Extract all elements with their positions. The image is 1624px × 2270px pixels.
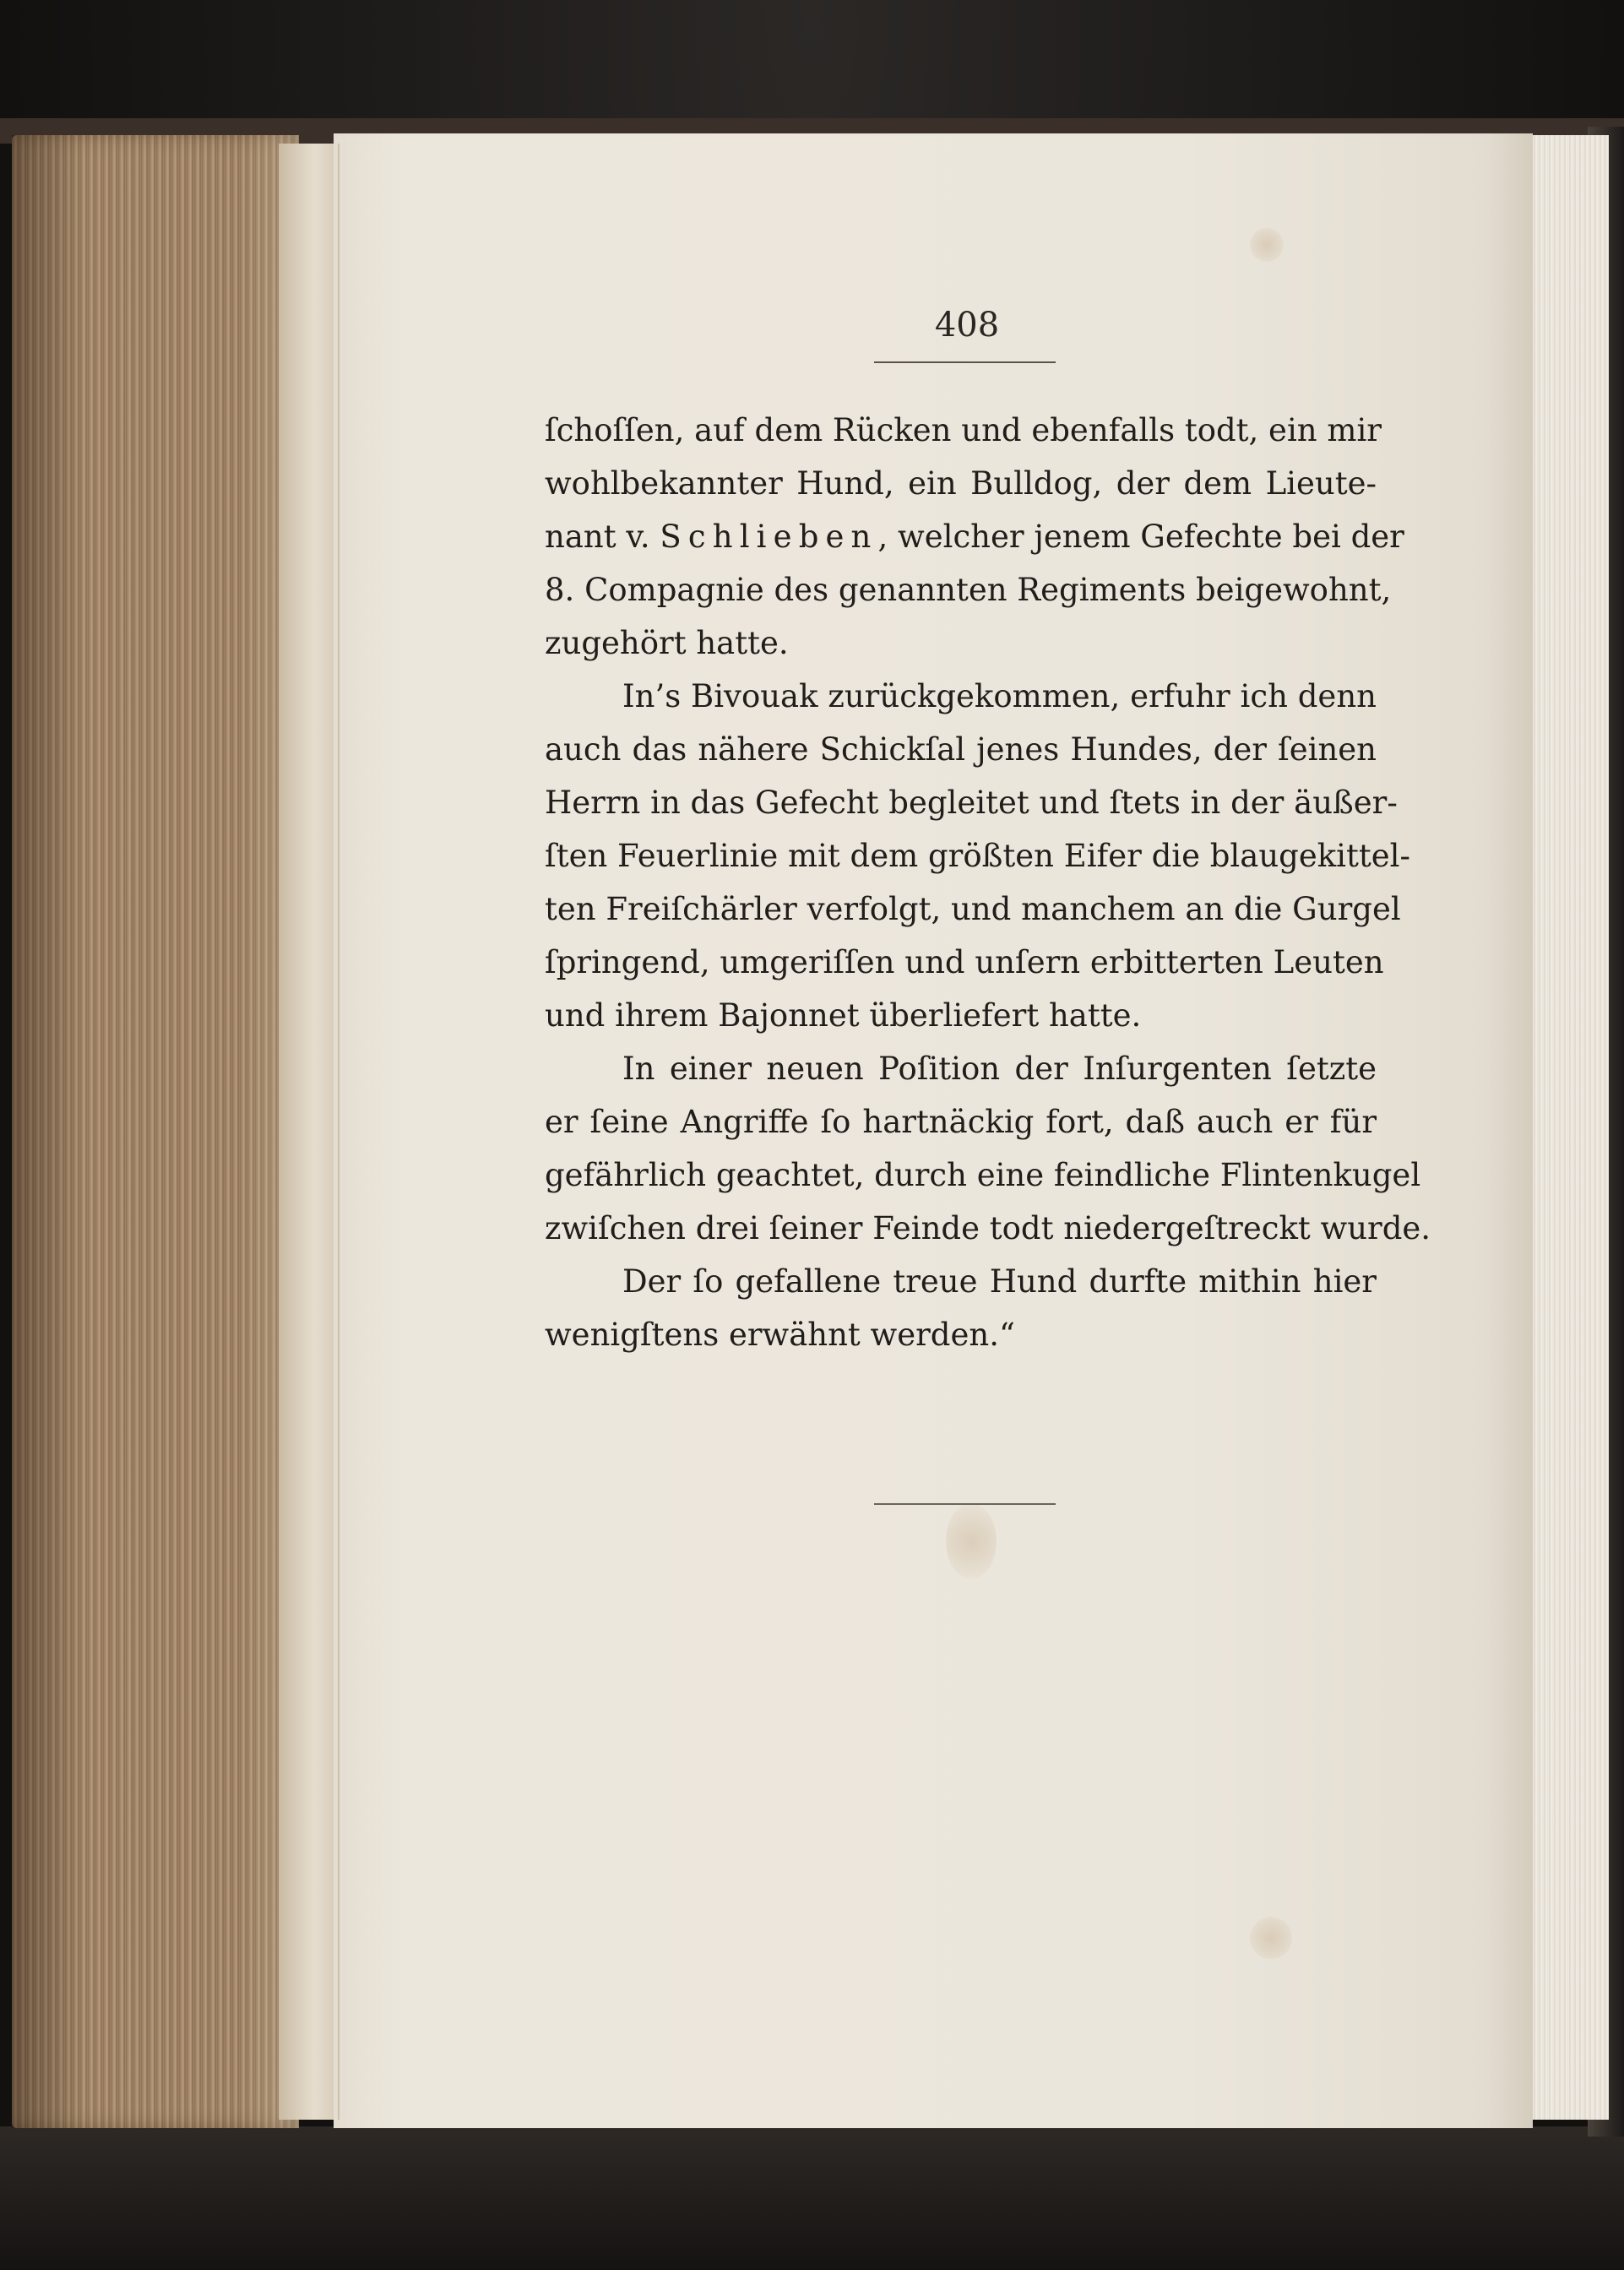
book-cover-bottom-edge	[0, 2126, 1624, 2270]
text-line: In’s Bivouak zurückgekommen, erfuhr ich denn	[622, 678, 1377, 714]
page-gutter-line	[338, 144, 339, 2120]
text-segment: nant v.	[545, 519, 660, 555]
paper-stain	[946, 1503, 997, 1579]
text-segment: , welcher jenem Gefechte bei der	[877, 519, 1404, 555]
text-line: 8. Compagnie des genannten Regiments beigewohnt,	[545, 572, 1392, 608]
text-line	[545, 510, 1404, 563]
left-page-edge	[279, 144, 338, 2120]
text-line: auch das nähere Schickſal jenes Hundes, der ſeinen	[545, 731, 1377, 768]
text-line: ſpringend, umgeriſſen und unſern erbitterten Leuten	[545, 944, 1384, 980]
text-line: ten Freiſchärler verfolgt, und manchem an die Gurgel	[545, 891, 1401, 927]
right-page-edges	[1533, 135, 1609, 2120]
page-body-text	[545, 404, 1431, 1361]
header-rule	[874, 361, 1056, 363]
text-line: wenigſtens erwähnt werden.“	[545, 1317, 1015, 1353]
text-line: ſchoſſen, auf dem Rücken und ebenfalls todt, ein mir	[545, 412, 1382, 448]
text-line: wohlbekannter Hund, ein Bulldog, der dem Lieute-	[545, 465, 1377, 502]
text-line: zwiſchen drei ſeiner Feinde todt niedergeſtreckt wurde.	[545, 1210, 1431, 1246]
text-line: er ſeine Angriffe ſo hartnäckig fort, daß auch er für	[545, 1104, 1377, 1140]
text-line: ſten Feuerlinie mit dem größten Eifer die blaugekittel-	[545, 838, 1410, 874]
text-line: zugehört hatte.	[545, 625, 789, 661]
left-page-block-shading	[12, 135, 299, 2128]
emphasized-name: Schlieben	[660, 519, 878, 555]
text-line: gefährlich geachtet, durch eine feindliche Flintenkugel	[545, 1157, 1421, 1193]
text-line: In einer neuen Poſition der Inſurgenten ſetzte	[622, 1051, 1377, 1087]
end-rule	[874, 1503, 1056, 1505]
text-line: Herrn in das Gefecht begleitet und ſtets in der äußer-	[545, 785, 1398, 821]
page-number: 408	[934, 306, 1000, 345]
paper-stain	[1250, 1917, 1292, 1959]
paper-stain	[1250, 228, 1284, 262]
text-line: Der ſo gefallene treue Hund durfte mithin hier	[622, 1263, 1377, 1300]
text-line: und ihrem Bajonnet überliefert hatte.	[545, 997, 1142, 1034]
